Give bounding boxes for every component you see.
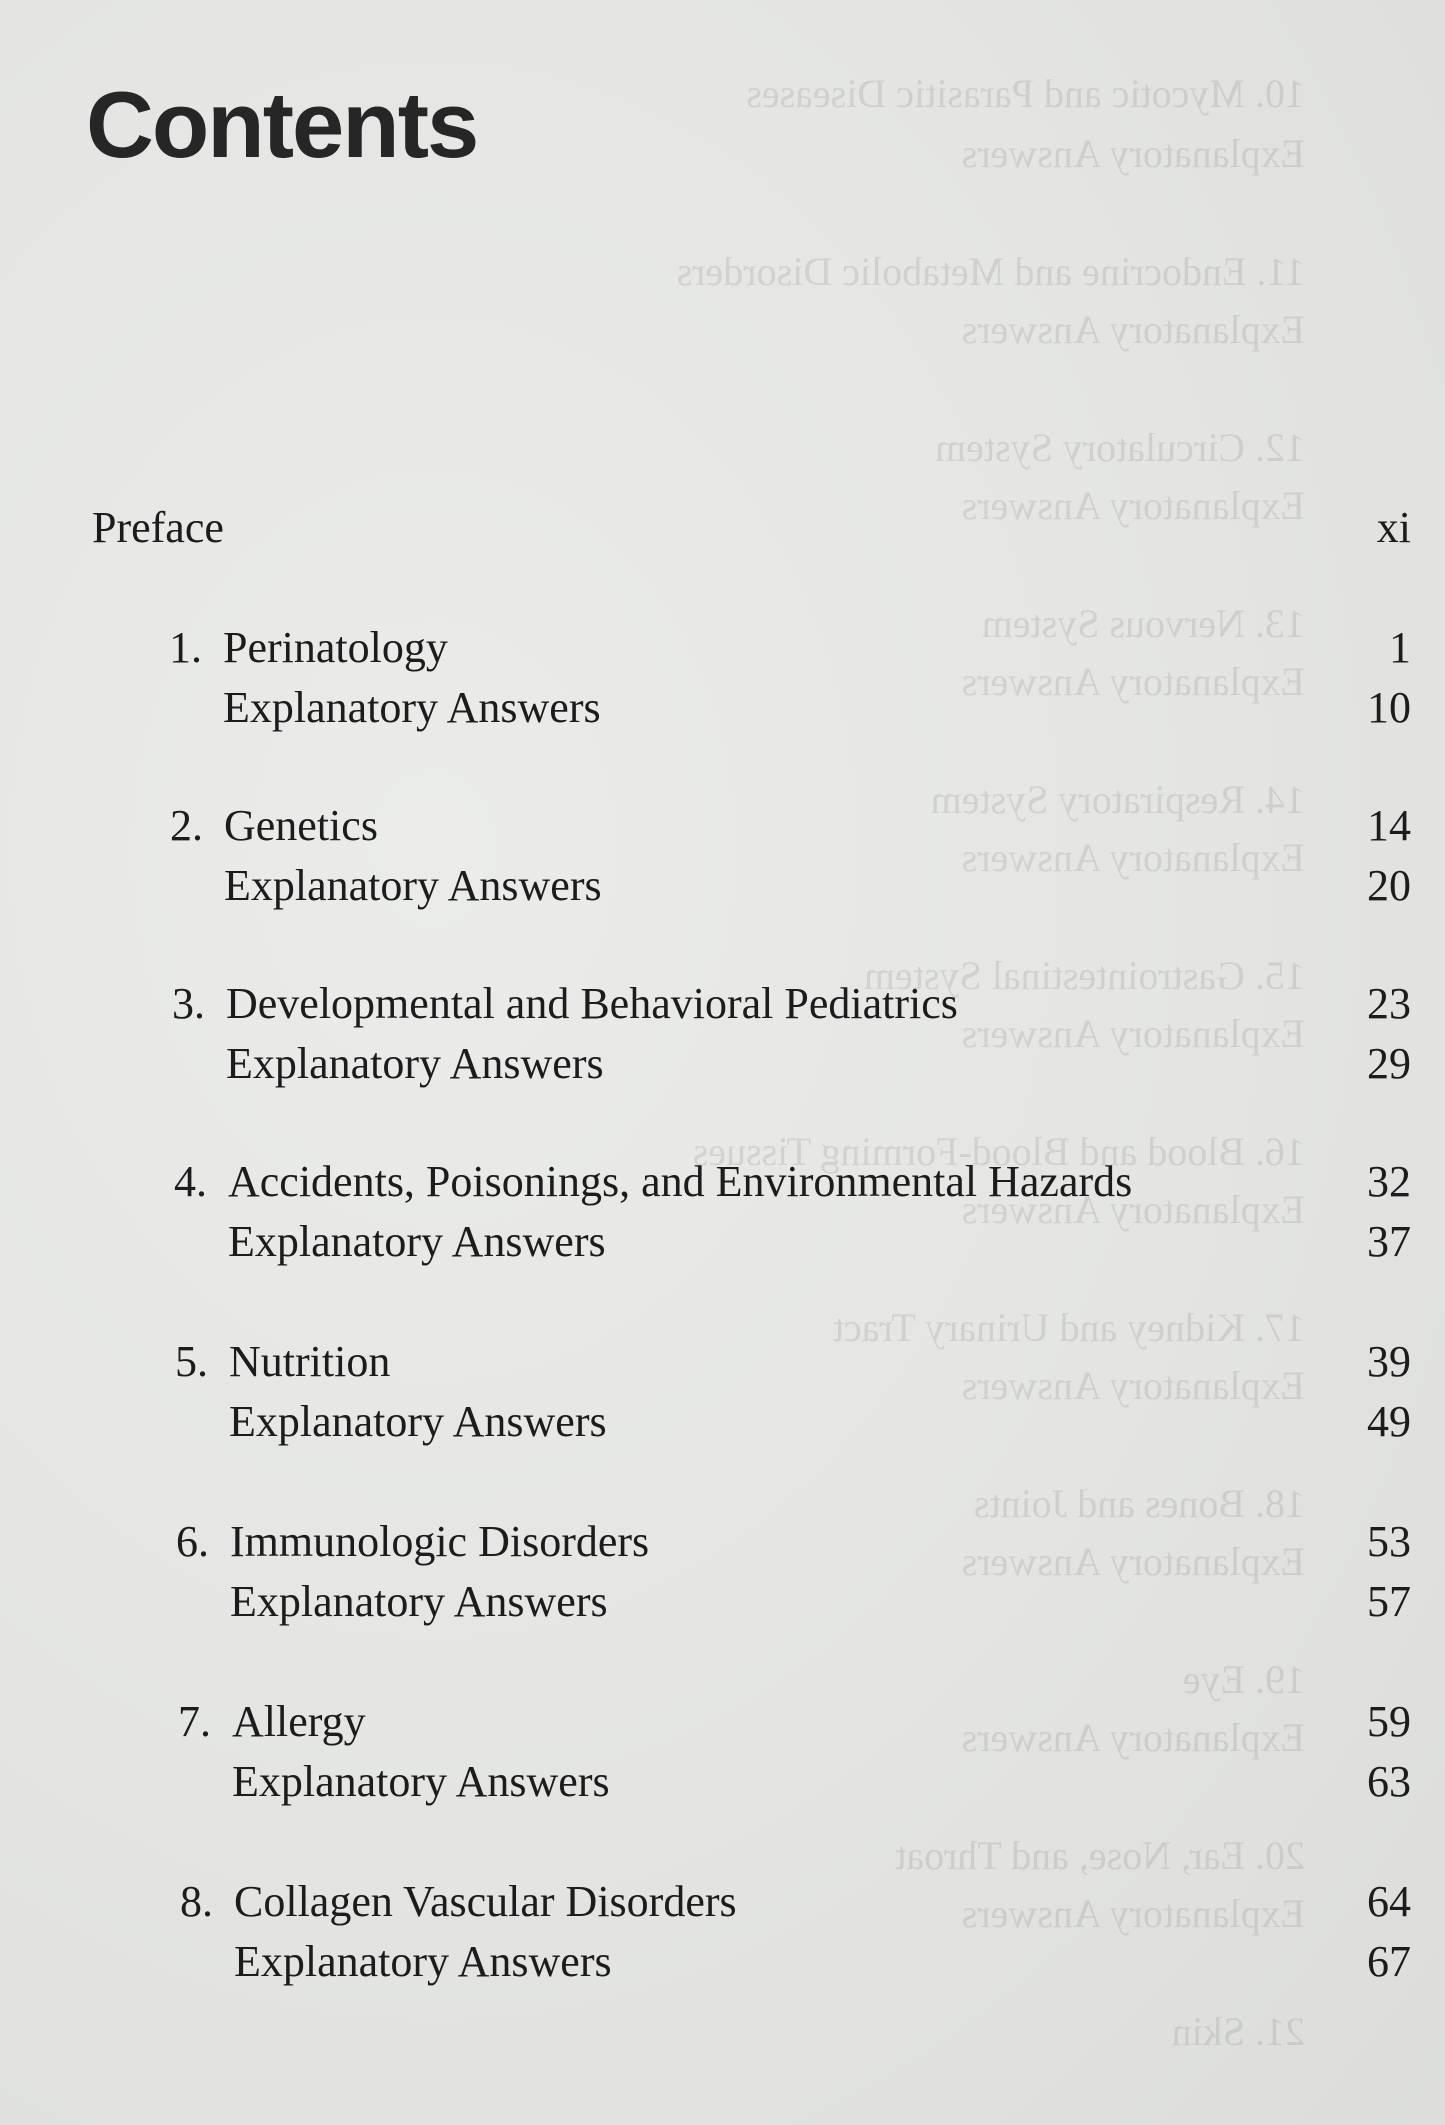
chapter-number: 6. xyxy=(176,1517,209,1566)
chapter-page: 59 xyxy=(1367,1697,1411,1746)
chapter-page: 1 xyxy=(1389,623,1411,672)
chapter-page: 14 xyxy=(1367,801,1411,850)
toc-entry-answers xyxy=(0,1754,1445,1810)
toc-entry-chapter xyxy=(0,620,1445,676)
preface-label: Preface xyxy=(92,503,224,552)
answers-label: Explanatory Answers xyxy=(230,1577,608,1626)
answers-page: 63 xyxy=(1367,1757,1411,1806)
chapter-title: Immunologic Disorders xyxy=(230,1517,650,1566)
toc-entry-answers xyxy=(0,1214,1445,1270)
chapter-title: Accidents, Poisonings, and Environmental Hazards xyxy=(228,1157,1133,1206)
answers-label: Explanatory Answers xyxy=(224,861,602,910)
toc-entry-chapter xyxy=(0,1154,1445,1210)
answers-label: Explanatory Answers xyxy=(228,1217,606,1266)
toc-entry-chapter xyxy=(0,1694,1445,1750)
page-title: Contents xyxy=(86,72,478,177)
chapter-number: 5. xyxy=(175,1337,208,1386)
answers-label: Explanatory Answers xyxy=(232,1757,610,1806)
chapter-title: Allergy xyxy=(232,1697,366,1746)
toc-entry-answers xyxy=(0,1394,1445,1450)
answers-page: 20 xyxy=(1367,861,1411,910)
answers-page: 49 xyxy=(1367,1397,1411,1446)
answers-page: 57 xyxy=(1367,1577,1411,1626)
toc-entry-chapter xyxy=(0,798,1445,854)
toc-entry-answers xyxy=(0,858,1445,914)
chapter-number: 7. xyxy=(178,1697,211,1746)
toc-entry-answers xyxy=(0,1574,1445,1630)
toc-entry-chapter xyxy=(0,1334,1445,1390)
preface-page: xi xyxy=(1376,503,1411,552)
toc-entry-answers xyxy=(0,1036,1445,1092)
chapter-number: 1. xyxy=(169,623,202,672)
chapter-page: 23 xyxy=(1367,979,1411,1028)
bleed-through-texture: 10. Mycotic and Parasitic Diseases Explanatory Answers 11. Endocrine and Metabolic Disorders Explanatory Answers 12. Circulatory System Explanatory Answers 13. Nervous System Explanatory Answers 14. Respiratory System Explanatory Answers 15. Gastrointestinal System Explanatory Answers 16. Blood and Blood-Forming Tissues Explanatory Answers 17. Kidney and Urinary Tract Explanatory Answers 18. Bones and Joints Explanatory Answers 19. Eye Explanatory Answers 20. Ear, Nose, and Throat Explanatory Answers 21. Skin xyxy=(676,71,1305,2054)
answers-label: Explanatory Answers xyxy=(234,1937,612,1986)
answers-label: Explanatory Answers xyxy=(223,683,601,732)
chapter-title: Perinatology xyxy=(223,623,448,672)
answers-label: Explanatory Answers xyxy=(226,1039,604,1088)
chapter-title: Genetics xyxy=(224,801,378,850)
toc-entry-chapter xyxy=(0,976,1445,1032)
chapter-number: 3. xyxy=(172,979,205,1028)
chapter-title: Nutrition xyxy=(229,1337,391,1386)
chapter-page: 39 xyxy=(1367,1337,1411,1386)
chapter-title: Developmental and Behavioral Pediatrics xyxy=(226,979,958,1028)
answers-page: 67 xyxy=(1367,1937,1411,1986)
answers-label: Explanatory Answers xyxy=(229,1397,607,1446)
toc-entry-chapter xyxy=(0,1514,1445,1570)
chapter-page: 32 xyxy=(1367,1157,1411,1206)
answers-page: 10 xyxy=(1367,683,1411,732)
toc-entry-chapter xyxy=(0,1874,1445,1930)
answers-page: 37 xyxy=(1367,1217,1411,1266)
toc-entry-answers xyxy=(0,1934,1445,1990)
toc-entry-preface xyxy=(0,500,1445,556)
chapter-page: 64 xyxy=(1367,1877,1411,1926)
chapter-page: 53 xyxy=(1367,1517,1411,1566)
chapter-number: 2. xyxy=(170,801,203,850)
chapter-number: 8. xyxy=(180,1877,213,1926)
toc-entry-answers xyxy=(0,680,1445,736)
chapter-title: Collagen Vascular Disorders xyxy=(234,1877,737,1926)
chapter-number: 4. xyxy=(174,1157,207,1206)
answers-page: 29 xyxy=(1367,1039,1411,1088)
